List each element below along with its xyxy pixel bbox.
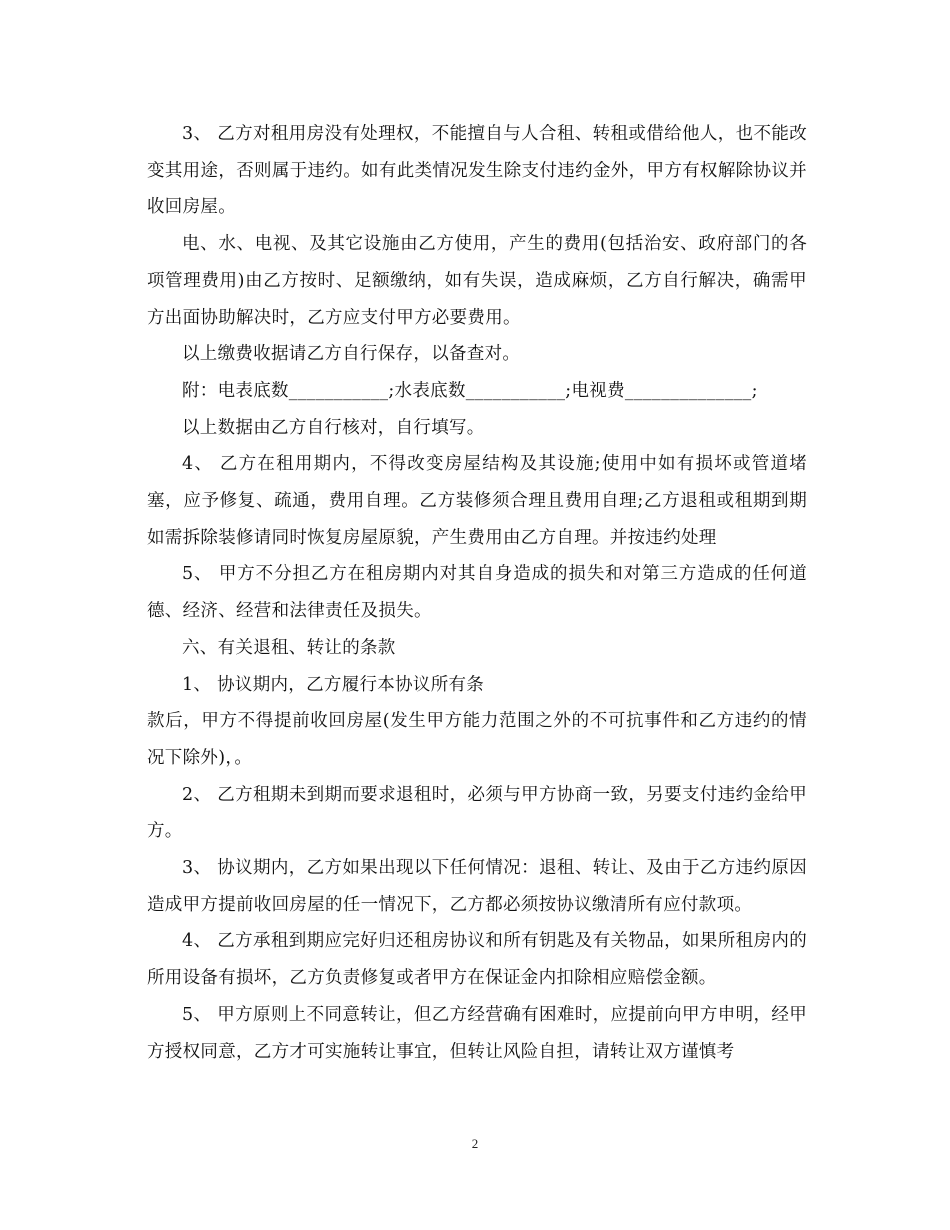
section-heading-termination-transfer: 六、有关退租、转让的条款 [182, 637, 396, 658]
page-number: 2 [471, 1136, 479, 1151]
paragraph-term-1-start: 1、 协议期内，乙方履行本协议所有条 [182, 674, 485, 695]
document-body [147, 116, 807, 1070]
paragraph-term-4-return: 4、 乙方承租到期应完好归还租房协议和所有钥匙及有关物品，如果所租房内的所用设备有损坏，乙方负责修复或者甲方在保证金内扣除相应赔偿金额。 [147, 931, 807, 989]
paragraph-meter-readings: 附：电表底数___________;水表底数___________;电视费______________; [182, 380, 758, 401]
paragraph-self-check: 以上数据由乙方自行核对，自行填写。 [182, 417, 485, 438]
paragraph-clause-4-structure: 4、 乙方在租用期内，不得改变房屋结构及其设施;使用中如有损坏或管道堵塞，应予修复、疏通，费用自理。乙方装修须合理且费用自理;乙方退租或租期到期如需拆除装修请同时恢复房屋原貌，产生费用由乙方自理。并按违约处理 [147, 454, 807, 548]
paragraph-receipts: 以上缴费收据请乙方自行保存，以备查对。 [182, 344, 521, 365]
paragraph-utilities-fees: 电、水、电视、及其它设施由乙方使用，产生的费用(包括治安、政府部门的各项管理费用)由乙方按时、足额缴纳，如有失误，造成麻烦，乙方自行解决，确需甲方出面协助解决时，乙方应支付甲方必要费用。 [147, 234, 807, 328]
paragraph-term-5-transfer: 5、 甲方原则上不同意转让，但乙方经营确有困难时，应提前向甲方申明，经甲方授权同意，乙方才可实施转让事宜，但转让风险自担，请转让双方谨慎考 [147, 1004, 807, 1062]
paragraph-term-2-early-exit: 2、 乙方租期未到期而要求退租时，必须与甲方协商一致，另要支付违约金给甲方。 [147, 784, 807, 842]
paragraph-term-1-continued: 款后，甲方不得提前收回房屋(发生甲方能力范围之外的不可抗事件和乙方违约的情况下除外)，。 [147, 711, 807, 768]
paragraph-clause-5-liability: 5、 甲方不分担乙方在租房期内对其自身造成的损失和对第三方造成的任何道德、经济、经营和法律责任及损失。 [147, 564, 807, 622]
paragraph-term-3-payment: 3、 协议期内，乙方如果出现以下任何情况：退租、转让、及由于乙方违约原因造成甲方提前收回房屋的任一情况下，乙方都必须按协议缴清所有应付款项。 [147, 858, 807, 915]
paragraph-clause-3-no-sublet: 3、 乙方对租用房没有处理权，不能擅自与人合租、转租或借给他人，也不能改变其用途，否则属于违约。如有此类情况发生除支付违约金外，甲方有权解除协议并收回房屋。 [147, 124, 807, 218]
